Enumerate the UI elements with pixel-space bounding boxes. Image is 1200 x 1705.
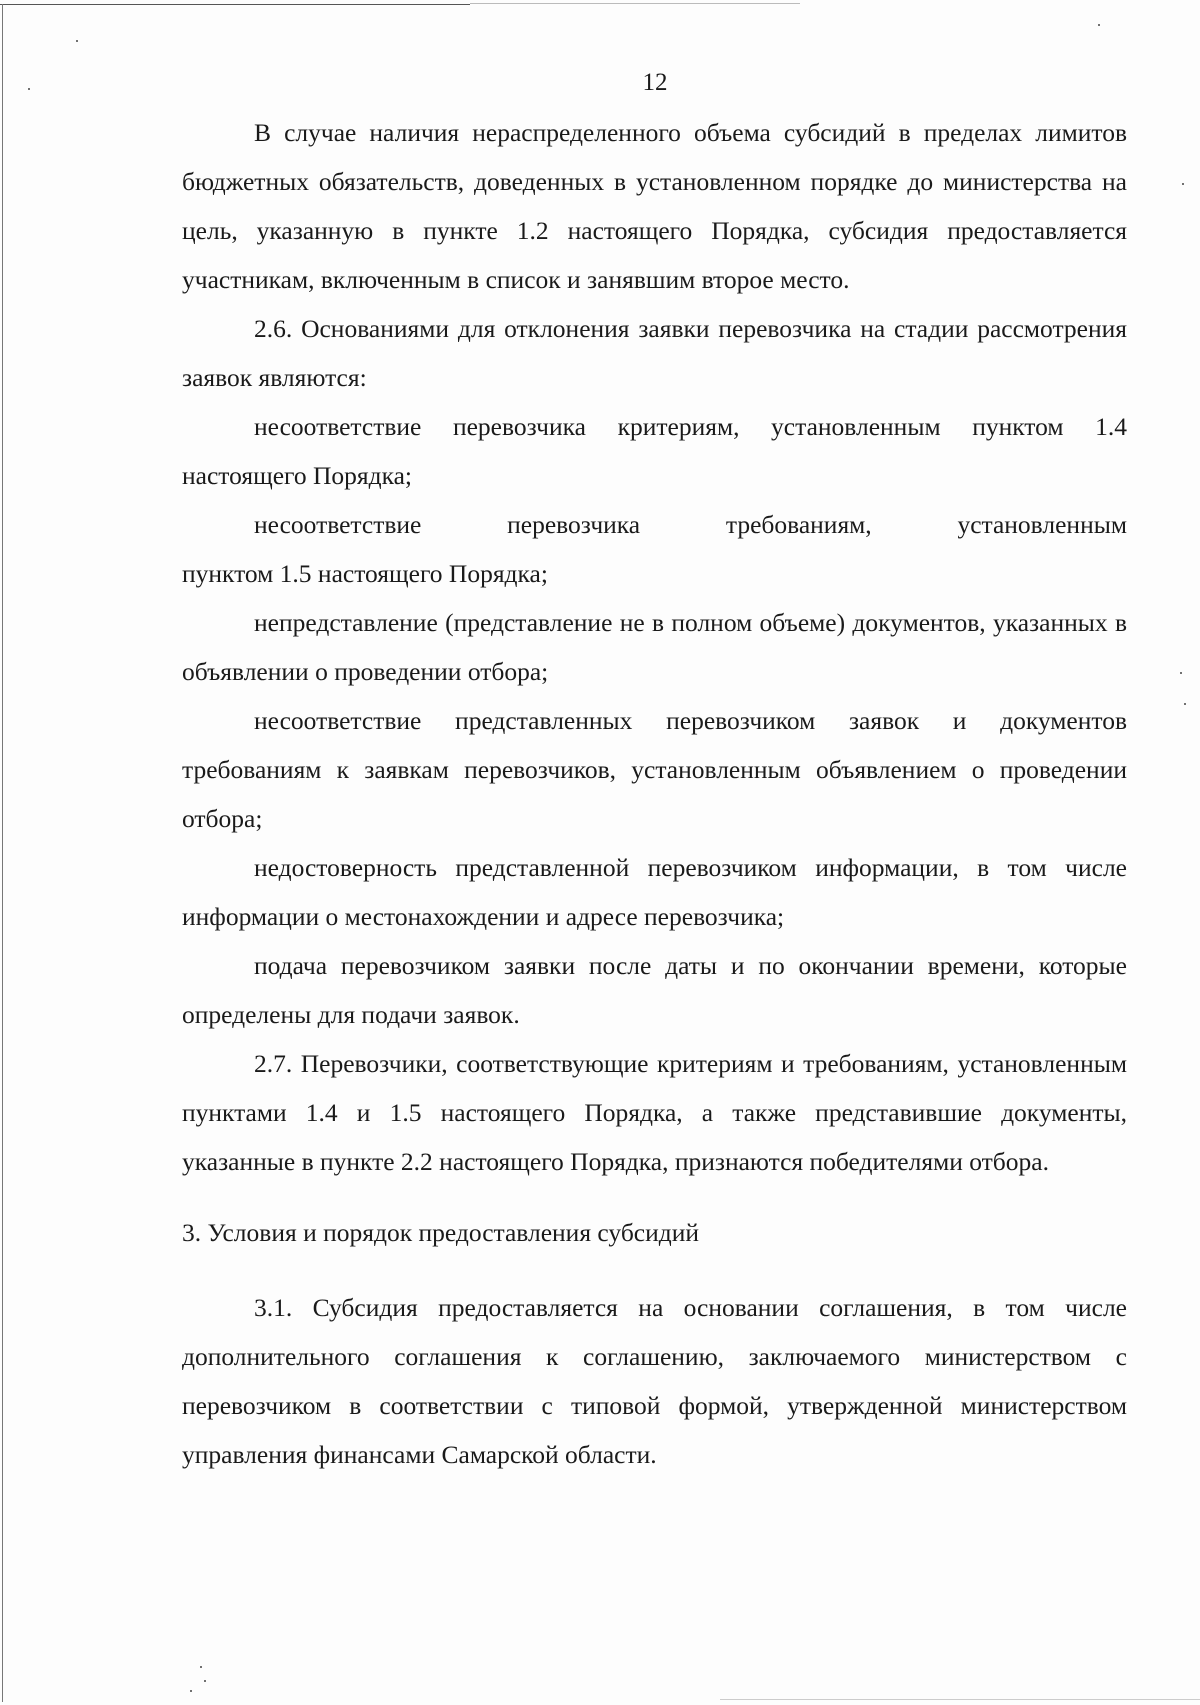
paragraph: 2.7. Перевозчики, соответствующие критериям и требованиям, установленным пунктами 1.4 и 1.5 настоящего Порядка, а также представившие документы, указанные в пункте 2.2 настоящего Порядка, признаются победителями отбора. [182,1049,1127,1176]
scan-border-left [2,4,3,1702]
paragraph: подача перевозчиком заявки после даты и по окончании времени, которые определены для подачи заявок. [182,951,1127,1029]
scan-speck [1182,183,1184,185]
paragraph: 2.6. Основаниями для отклонения заявки перевозчика на стадии рассмотрения заявок являются: [182,314,1127,392]
scan-speck [1184,703,1186,705]
document-body [182,108,1127,1479]
section-heading: 3. Условия и порядок предоставления субсидий [182,1218,700,1247]
page-number: 12 [642,69,668,96]
paragraph: В случае наличия нераспределенного объема субсидий в пределах лимитов бюджетных обязательств, доведенных в установленном порядке до министерства на цель, указанную в пункте 1.2 настоящего Порядка, субсидия предоставляется участникам, включенным в список и занявшим второе место. [182,118,1127,294]
paragraph: несоответствие представленных перевозчиком заявок и документов требованиям к заявкам перевозчиков, установленным объявлением о проведении отбора; [182,706,1127,833]
scan-speck [200,1666,202,1668]
scan-speck [76,40,78,42]
paragraph: 3.1. Субсидия предоставляется на основании соглашения, в том числе дополнительного соглашения к соглашению, заключаемого министерством с перевозчиком в соответствии с типовой формой, утвержденной министерством управления финансами Самарской области. [182,1293,1127,1469]
scan-border-top-faint [470,3,800,4]
paragraph: недостоверность представленной перевозчиком информации, в том числе информации о местонахождении и адресе перевозчика; [182,853,1127,931]
scan-border-bottom [720,1699,1200,1700]
scan-speck [1180,672,1182,674]
paragraph: непредставление (представление не в полном объеме) документов, указанных в объявлении о проведении отбора; [182,608,1127,686]
paragraph: несоответствие перевозчика критериям, установленным пунктом 1.4 настоящего Порядка; [182,412,1127,490]
scan-speck [190,1690,192,1692]
paragraph: несоответствие перевозчика требованиям, установленным [254,510,1127,539]
paragraph: пунктом 1.5 настоящего Порядка; [182,559,548,588]
scan-border-top [0,4,470,5]
scan-speck [1098,24,1100,26]
scan-speck [204,1680,206,1682]
